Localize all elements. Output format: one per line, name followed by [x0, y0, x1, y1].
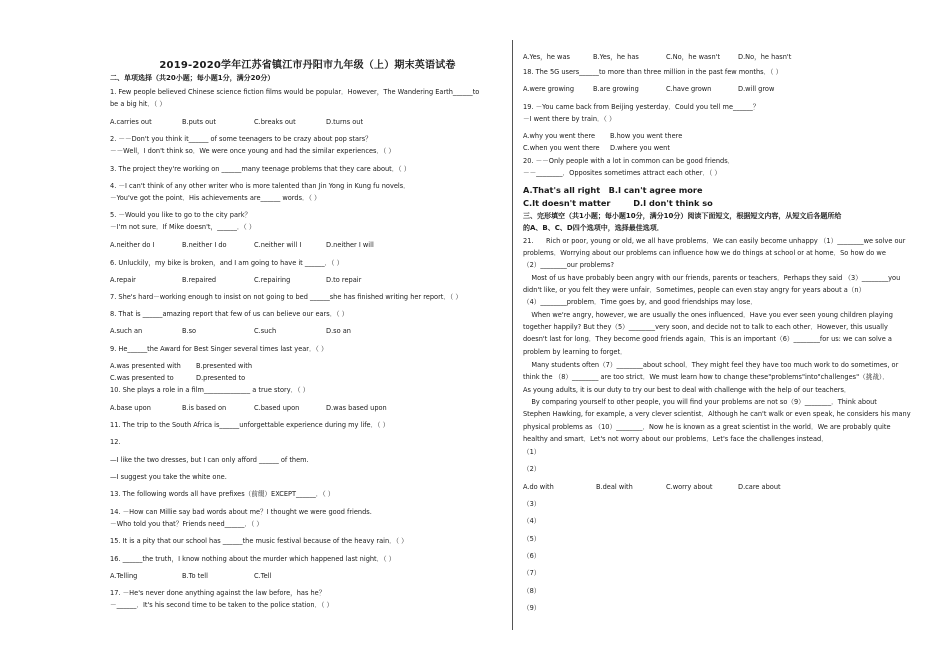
question-14: 14. －How can Millie say bad words about me？I thought we were good friends.	[110, 508, 372, 516]
option-a: A.Telling	[110, 572, 138, 580]
question-5: 5. －Would you like to go to the city park？	[110, 211, 252, 219]
blank-6-label: （6）	[523, 552, 541, 560]
option-c: C.No，he wasn't	[666, 53, 721, 61]
question-11: 11. The trip to the South Africa is______unforgettable experience during my life．（ ）	[110, 421, 390, 429]
option-b: B.neither I do	[182, 241, 227, 249]
option-a: A.carries out	[110, 118, 152, 126]
question-7: 7. She's hard－working enough to insist on not going to bed ______she has finished writing her report．（ ）	[110, 293, 462, 301]
option-b: B.deal with	[596, 483, 633, 491]
option-b: B.presented with	[196, 362, 253, 370]
question-1-cont: be a big hit．（ ）	[110, 100, 166, 108]
section-heading: 二、单项选择（共20小题；每小题1分，满分20分）	[110, 74, 275, 82]
option-a: A.do with	[523, 483, 554, 491]
question-10: 10. She plays a role in a film______________ a true story．（ ）	[110, 386, 310, 394]
question-4-cont: －You've got the point．His achievements are______ words．（ ）	[110, 194, 321, 202]
question-20-options-ab: A.That's all right B.I can't agree more	[523, 185, 703, 195]
question-20-options-cd: C.It doesn't matter D.I don't think so	[523, 198, 713, 208]
option-d: D.turns out	[326, 118, 364, 126]
passage-line: （4）________problem．Time goes by, and good friendships may lose．	[523, 298, 757, 306]
passage-line: When we're angry, however, we are usually the ones influenced．Have you ever seen young children playing	[523, 311, 893, 319]
section-heading-cont: 的A、B、C、D四个选项中，选择最佳选项．	[523, 224, 664, 232]
blank-2-label: （2）	[523, 465, 541, 473]
option-d: D.was based upon	[326, 404, 387, 412]
option-a: A.neither do I	[110, 241, 155, 249]
option-c: C.breaks out	[254, 118, 296, 126]
option-c: C.neither will I	[254, 241, 302, 249]
question-18: 18. The 5G users______to more than three million in the past few months．（ ）	[523, 68, 783, 76]
option-d: D.presented to	[196, 374, 246, 382]
option-d: D.neither I will	[326, 241, 374, 249]
section-heading: 三、完形填空（共1小题；每小题10分，满分10分）阅读下面短文，根据短文内容，从短文后各题所给	[523, 212, 842, 220]
option-a: A.repair	[110, 276, 136, 284]
option-d: D.where you went	[610, 144, 670, 152]
question-4: 4. －I can't think of any other writer who is more talented than Jin Yong in Kung fu novels．	[110, 182, 410, 190]
question-1: 1. Few people believed Chinese science fiction films would be popular．However，The Wandering Earth______to	[110, 88, 480, 96]
question-2-cont: －－Well，I don't think so．We were once young and had the similar experiences．（ ）	[110, 147, 396, 155]
option-c: C.worry about	[666, 483, 713, 491]
question-15: 15. It is a pity that our school has ______the music festival because of the heavy rain．（ ）	[110, 537, 408, 545]
option-c: C.such	[254, 327, 277, 335]
option-b: B.puts out	[182, 118, 216, 126]
passage-line: （2）________our problems?	[523, 261, 614, 269]
option-a: A.were growing	[523, 85, 575, 93]
passage-line: Many students often（7）________about school．They might feel they have too much work to do sometimes, or	[523, 361, 899, 369]
question-14-cont: －Who told you that？Friends need______．（ ）	[110, 520, 263, 528]
passage-line: problems．Worrying about our problems can influence how we do things at school or at home．So how do we	[523, 249, 886, 257]
option-d: D.care about	[738, 483, 781, 491]
question-13: 13. The following words all have prefixes（前缀）EXCEPT______．（ ）	[110, 490, 335, 498]
option-c: C.repairing	[254, 276, 291, 284]
passage-line: think the （8）________ are too strict．We must learn how to change these"problems"into"challenges"（挑战）．	[523, 373, 889, 381]
question-17-cont: －______．It's his second time to be taken to the police station．（ ）	[110, 601, 334, 609]
question-3: 3. The project they're working on ______many teenage problems that they care about．（ ）	[110, 165, 411, 173]
option-c: C.was presented to	[110, 374, 174, 382]
passage-line: Stephen Hawking, for example, a very clever scientist．Although he can't walk or even speak, he considers his many	[523, 410, 911, 418]
question-20: 20. －－Only people with a lot in common can be good friends．	[523, 157, 735, 165]
option-a: A.such an	[110, 327, 143, 335]
option-b: B.so	[182, 327, 197, 335]
option-c: C.have grown	[666, 85, 712, 93]
question-16: 16. ______the truth，I know nothing about the murder which happened last night．（ ）	[110, 555, 396, 563]
column-divider	[512, 40, 513, 630]
option-a: A.base upon	[110, 404, 151, 412]
passage-line: problem by learning to forget．	[523, 348, 627, 356]
option-d: D.No，he hasn't	[738, 53, 792, 61]
question-6: 6. Unluckily，my bike is broken，and I am going to have it ______．（ ）	[110, 259, 344, 267]
option-b: B.To tell	[182, 572, 208, 580]
passage-line: By comparing yourself to other people, you will find your problems are not so（9）________．Think about	[523, 398, 877, 406]
option-a: A.was presented with	[110, 362, 181, 370]
passage-line: didn't like, or you felt they were unfair．Sometimes, people can even stay angry for years about a（n）	[523, 286, 866, 294]
question-19-cont: －I went there by train．（ ）	[523, 115, 616, 123]
option-b: B.are growing	[593, 85, 639, 93]
option-c: C.based upon	[254, 404, 300, 412]
question-12-line1: —I like the two dresses, but I can only afford ______ of them.	[110, 456, 309, 464]
option-b: B.is based on	[182, 404, 227, 412]
option-b: B.Yes，he has	[593, 53, 639, 61]
question-17: 17. －He's never done anything against the law before，has he？	[110, 589, 326, 597]
question-5-cont: －I'm not sure．If Mike doesn't，______．（ ）	[110, 223, 256, 231]
passage-line: As young adults, it is our duty to try our best to deal with challenge with the help of our teachers．	[523, 386, 851, 394]
blank-1-label: （1）	[523, 448, 541, 456]
blank-8-label: （8）	[523, 587, 541, 595]
passage-line: together happily? But they（5）________very soon, and decide not to talk to each other．However, this usually	[523, 323, 888, 331]
option-c: C.when you went there	[523, 144, 600, 152]
passage-line: physical problems as （10）________．Now he is known as a great scientist in the world．We are probably quite	[523, 423, 891, 431]
question-9: 9. He______the Award for Best Singer several times last year．（ ）	[110, 345, 328, 353]
passage-line: healthy and smart．Let's not worry about our problems．Let's face the challenges instead．	[523, 435, 828, 443]
question-20-cont: －－________．Opposites sometimes attract each other．（ ）	[523, 169, 721, 177]
option-b: B.how you went there	[610, 132, 683, 140]
option-d: D.to repair	[326, 276, 362, 284]
page-title: 2019-2020学年江苏省镇江市丹阳市九年级（上）期末英语试卷	[159, 60, 456, 71]
option-b: B.repaired	[182, 276, 217, 284]
option-d: D.will grow	[738, 85, 775, 93]
question-19: 19. －You came back from Beijing yesterday．Could you tell me______？	[523, 103, 760, 111]
passage-line: doesn't last for long．They become good friends again．This is an important（6）________for us: we can solve a	[523, 335, 892, 343]
option-a: A.why you went there	[523, 132, 596, 140]
passage-line: 21. Rich or poor, young or old, we all have problems．We can easily become unhappy （1）________we solve our	[523, 237, 906, 245]
blank-4-label: （4）	[523, 517, 541, 525]
blank-3-label: （3）	[523, 500, 541, 508]
question-8: 8. That is ______amazing report that few of us can believe our ears．（ ）	[110, 310, 349, 318]
passage-line: Most of us have probably been angry with our friends, parents or teachers．Perhaps they said （3）________you	[523, 274, 901, 282]
option-d: D.so an	[326, 327, 351, 335]
blank-5-label: （5）	[523, 535, 541, 543]
blank-9-label: （9）	[523, 604, 541, 612]
question-12: 12.	[110, 438, 121, 446]
option-c: C.Tell	[254, 572, 272, 580]
question-2: 2. －－Don't you think it______ of some teenagers to be crazy about pop stars？	[110, 135, 372, 143]
option-a: A.Yes，he was	[523, 53, 570, 61]
question-12-line2: —I suggest you take the white one.	[110, 473, 227, 481]
blank-7-label: （7）	[523, 569, 541, 577]
